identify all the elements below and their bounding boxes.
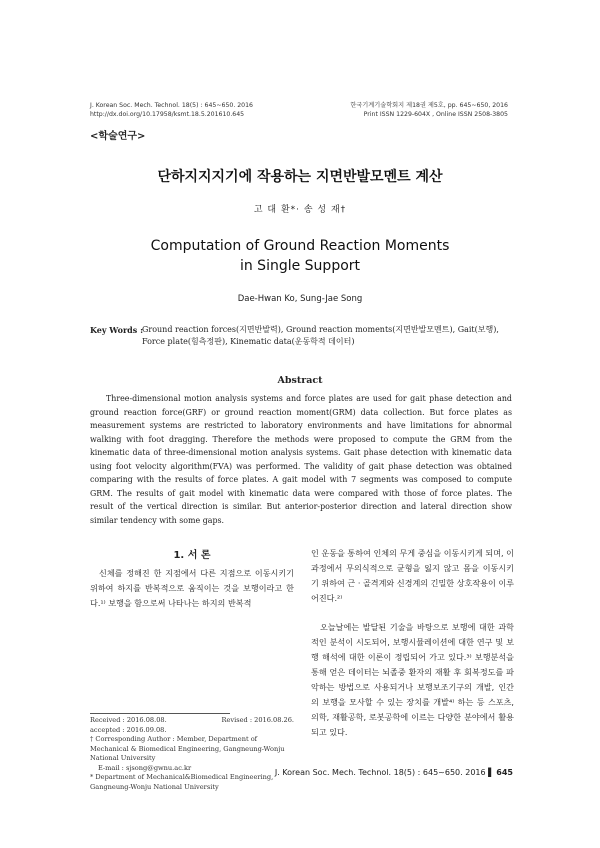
keywords-text: Ground reaction forces(지면반발력), Ground reaction moments(지면반발모멘트), Gait(보행), Force plate(힘측정판), Kinematic data(운동학적 데이터) <box>142 325 499 346</box>
page-number: 645 <box>496 768 513 777</box>
author-affiliation: * Department of Mechanical&Biomedical Engineering, Gangneung-Wonju National University <box>90 773 274 791</box>
keywords-label: Key Words : <box>90 325 144 335</box>
title-english <box>0 236 600 276</box>
keywords-block <box>90 324 515 348</box>
received-revised-line <box>90 716 294 726</box>
accepted-date: accepted : 2016.09.08. <box>90 725 167 734</box>
journal-citation-header: J. Korean Soc. Mech. Technol. 18(5) : 645~650. 2016 <box>90 102 253 109</box>
footnote-divider <box>90 713 230 714</box>
article-category: <학술연구> <box>90 131 146 142</box>
section-heading-introduction: 1. 서 론 <box>173 550 211 561</box>
journal-citation-korean: 한국기계기술학회지 제18권 제5호, pp. 645~650, 2016 <box>350 102 508 109</box>
issn-info: Print ISSN 1229-604X , Online ISSN 2508-3805 <box>363 111 508 118</box>
abstract-heading: Abstract <box>277 375 323 386</box>
journal-header-right <box>350 101 508 119</box>
doi-link[interactable]: http://dx.doi.org/10.17958/ksmt.18.5.201610.645 <box>90 111 245 118</box>
corresponding-author: † Corresponding Author : Member, Department of Mechanical & Biomedical Engineering, Gangneung-Wonju National University <box>90 735 285 762</box>
intro-paragraph-right-2: 오늘날에는 발달된 기술을 바탕으로 보행에 대한 과학적인 분석이 시도되어, 보행시뮬레이션에 대한 연구 및 보행 해석에 대한 이론이 정립되어 가고 있다.³⁾ 보행분석을 통해 얻은 데이터는 뇌졸중 환자의 재활 후 회복정도를 파악하는 방법으로 사용되거나 보행보조기구의 개발, 인간의 보행을 모사할 수 있는 장치를 개발⁴⁾ 하는 등 스포츠, 의학, 재활공학, 로봇공학에 이르는 다양한 분야에서 활용되고 있다. <box>311 622 514 737</box>
intro-paragraph-left: 신체를 정해진 한 지점에서 다른 지점으로 이동시키기 위하여 하지를 반복적으로 움직이는 것을 보행이라고 한다.¹⁾ 보행을 함으로써 나타나는 하지의 반복적 <box>90 568 294 608</box>
abstract-body: Three-dimensional motion analysis systems and force plates are used for gait phase detection and ground reaction force(GRF) or ground reaction moment(GRM) data collection. But force plates as measurement systems are restricted to laboratory environments and have limitations for abnormal walking with foot dragging. Therefore the methods were proposed to compute the GRM from the kinematic data of three-dimensional motion analysis systems. Gait phase detection with kinematic data using foot velocity algorithm(FVA) was performed. The validity of gait phase detection was obtained comparing with the results of force plates. A gait model with 7 segments was composed to compute GRM. The results of gait model with kinematic data were compared with those of force plates. The result of the vertical direction is similar. But anterior-posterior direction and lateral direction show similar tendency with some gaps. <box>90 394 512 525</box>
revised-date: Revised : 2016.08.26. <box>221 716 294 724</box>
footer-citation: J. Korean Soc. Mech. Technol. 18(5) : 645~650. 2016 <box>274 768 486 777</box>
title-korean: 단하지지지기에 작용하는 지면반발모멘트 계산 <box>157 169 443 185</box>
page-footer <box>275 768 513 777</box>
page-separator: ▌ <box>488 768 495 777</box>
received-date: Received : 2016.08.08. <box>90 716 167 724</box>
title-english-line1: Computation of Ground Reaction Moments <box>150 238 450 254</box>
author-email: E-mail : sjsong@gwnu.ac.kr <box>98 763 192 772</box>
intro-paragraph-right-1: 인 운동을 통하여 인체의 무게 중심을 이동시키게 되며, 이 과정에서 무의식적으로 균형을 잃지 않고 몸을 이동시키기 위하여 근 · 골격계와 신경계의 긴밀한 상호작용이 이루어진다.²⁾ <box>311 548 514 603</box>
journal-header-left <box>90 101 253 119</box>
authors-korean: 고 대 환*· 송 성 재† <box>253 205 347 215</box>
title-english-line2: in Single Support <box>239 258 361 274</box>
authors-english: Dae-Hwan Ko, Sung-Jae Song <box>237 294 363 304</box>
footnotes <box>90 716 294 792</box>
